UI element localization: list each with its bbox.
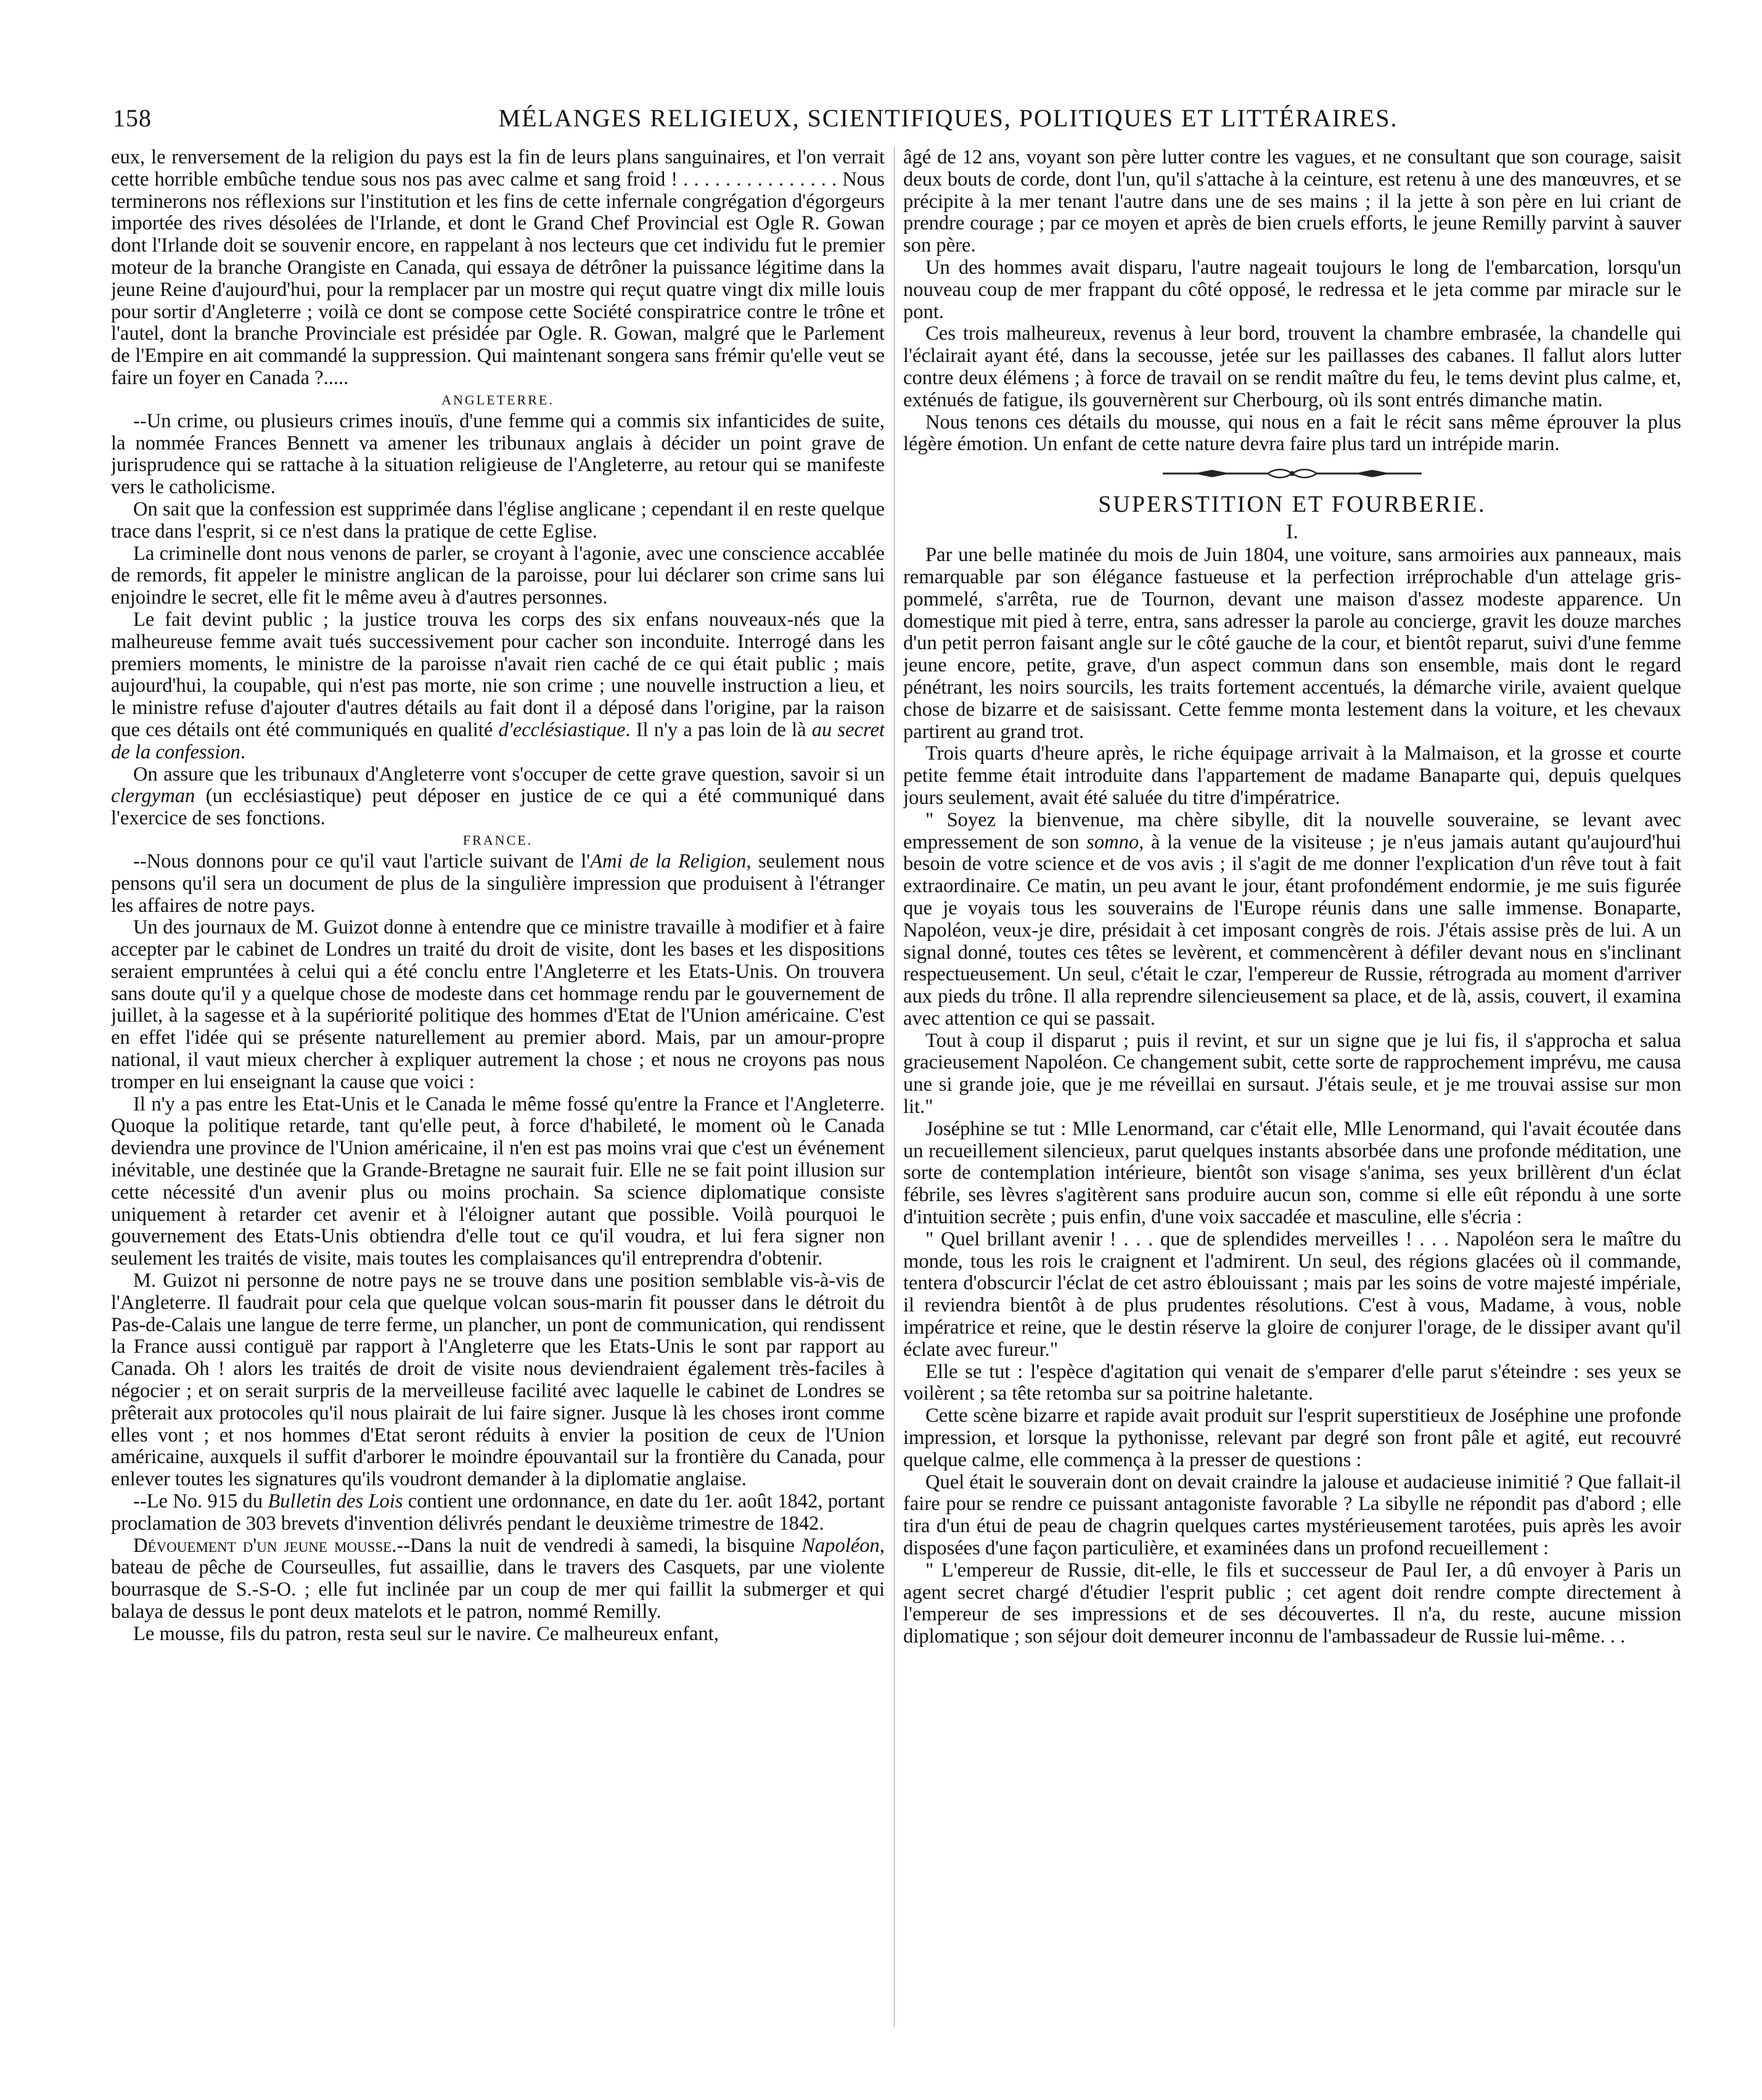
article-paragraph: La criminelle dont nous venons de parler, se croyant à l'agonie, avec une conscience accablée de remords, fit appeler le ministre anglican de la paroisse, pour lui déclarer son crime sans lui enjoindre le secret, elle fit le même aveu à d'autres personnes. xyxy=(111,542,885,609)
run-in-heading: Dévouement d'un jeune mousse. xyxy=(133,1534,397,1557)
article-paragraph: eux, le renversement de la religion du pays est la fin de leurs plans sanguinaires, et l'on verrait cette horrible embûche tendue sous nos pas avec calme et sang froid ! . . . . . . . . . . . . . . . Nous terminerons nos réflexions sur l'institution et les fins de cette infernale congrégation d'égorgeurs importée des rives désolées de l'Irlande, et dont le Grand Chef Provincial est Ogle R. Gowan dont l'Irlande doit se souvenir encore, en rappelant à nos lecteurs que cet individu fut le premier moteur de la branche Orangiste en Canada, qui essaya de détrôner la puissance légitime dans la jeune Reine d'aujourd'hui, pour la remplacer par un mostre qui reçut quatre vingt dix mille louis pour sortir d'Angleterre ; voilà ce dont se compose cette Société conspiratrice contre le trône et l'autel, dont la branche Provinciale est présidée par Ogle. R. Gowan, malgré que le Parlement de l'Empire en ait commandé la suppression. Qui maintenant songera sans frémir qu'elle veut se faire un foyer en Canada ?..... xyxy=(111,147,885,389)
article-paragraph xyxy=(111,764,885,830)
italic-ship-name: Napoléon xyxy=(801,1534,880,1557)
column-divider xyxy=(894,147,895,2027)
italic-title: Ami de la Religion xyxy=(590,850,747,872)
article-paragraph: Quel était le souverain dont on devait craindre la jalouse et audacieuse inimitié ? Que fallait-il faire pour se rendre ce puissant antagoniste favorable ? La sibylle ne répondit pas d'abord ; elle tira d'un étui de peau de chagrin quelques cartes mystérieusement tarotées, puis après les avoir disposées d'une façon particulière, et examinées dans un profond recueillement : xyxy=(903,1470,1681,1560)
italic-title: Bulletin des Lois xyxy=(268,1490,403,1513)
article-paragraph xyxy=(111,1491,885,1535)
page-number: 158 xyxy=(113,104,152,132)
article-paragraph: --Un crime, ou plusieurs crimes inouïs, d'une femme qui a commis six infanticides de suite, la nommée Frances Bennett va amener les tribunaux anglais à décider un point grave de jurisprudence qui se rattache à la situation religieuse de l'Angleterre, au retour qui se manifeste vers le catholicisme. xyxy=(111,409,885,499)
article-paragraph: Trois quarts d'heure après, le riche équipage arrivait à la Malmaison, et la grosse et courte petite femme était introduite dans l'appartement de madame Banaparte qui, depuis quelques jours seulement, avait été saluée du titre d'impératrice. xyxy=(903,742,1681,809)
paragraph-text: --Nous donnons pour ce qu'il vaut l'article suivant de l' xyxy=(133,850,591,872)
paragraph-text: . xyxy=(240,740,246,763)
article-paragraph: Le mousse, fils du patron, resta seul sur le navire. Ce malheureux enfant, xyxy=(133,1622,719,1645)
article-paragraph: Par une belle matinée du mois de Juin 1804, une voiture, sans armoiries aux panneaux, mais remarquable par son élégance fastueuse et la perfection irréprochable d'un attelage gris-pommelé, s'arrêta, rue de Tournon, devant une maison d'assez modeste apparence. Un domestique mit pied à terre, entra, sans adresser la parole au concierge, gravit les douze marches d'un petit perron faisant angle sur le côté gauche de la cour, et bientôt reparut, suivi d'une femme jeune encore, petite, grave, d'un aspect commun dans son ensemble, mais dont le regard pénétrant, les noirs sourcils, les traits fortement accentués, la démarche virile, avaient quelque chose de bizarre et de saisissant. Cette femme monta lestement dans la voiture, et les chevaux partirent au grand trot. xyxy=(903,544,1681,743)
article-paragraph: Un des hommes avait disparu, l'autre nageait toujours le long de l'embarcation, lorsqu'un nouveau coup de mer frappant du côté opposé, le redressa et le jeta comme par miracle sur le pont. xyxy=(903,256,1681,323)
article-paragraph xyxy=(111,851,885,917)
article-paragraph: Il n'y a pas entre les Etat-Unis et le Canada le même fossé qu'entre la France et l'Angleterre. Quoque la politique retarde, tant qu'elle peut, à force d'habileté, le moment où le Canada deviendra une province de l'Union américaine, il n'en est pas moins vrai que c'est un événement inévitable, une destinée que la Grande-Bretagne ne saurait fuir. Elle ne se fait point illusion sur cette nécessité d'un avenir plus ou moins prochain. Sa science diplomatique consiste uniquement à retarder cet avenir et à l'éloigner autant que possible. Voilà pourquoi le gouvernement des Etats-Unis obtiendra d'elle tout ce qu'il voudra, et lui fera signer non seulement les traités de visite, mais toutes les complaisances qu'il entreprendra d'obtenir. xyxy=(111,1093,885,1270)
article-paragraph: Ces trois malheureux, revenus à leur bord, trouvent la chambre embrasée, la chandelle qui l'éclairait ayant été, dans la secousse, jetée sur les paillasses des cabanes. Il fallut alors lutter contre deux élémens ; à force de travail on se rendit maître du feu, le tems devint plus calme, et, exténués de fatigue, ils gouvernèrent sur Cherbourg, où ils sont entrés dimanche matin. xyxy=(903,322,1681,411)
paragraph-text: , bateau de pêche de Courseulles, fut assaillie, dans le travers des Casquets, par une violente bourrasque de S.-S-O. ; elle fut inclinée par un coup de mer qui faillit la submerger et qui balaya de dessus le pont deux matelots et le patron, nommé Remilly. xyxy=(111,1534,885,1623)
italic-word: somno xyxy=(1086,831,1139,853)
article-paragraph: M. Guizot ni personne de notre pays ne se trouve dans une position semblable vis-à-vis de l'Angleterre. Il faudrait pour cela que quelque volcan sous-marin fit pousser dans le détroit du Pas-de-Calais une langue de terre ferme, un plancher, un pont de communication, qui rendissent la France aussi contiguë par rapport à l'Angleterre que les Etats-Unis le sont par rapport au Canada. Oh ! alors les traités de droit de visite nous deviendraient également très-faciles à négocier ; et on serait surpris de la merveilleuse facilité avec laquelle le cabinet de Londres se prêterait aux protocoles qu'il nous plairait de lui faire signer. Jusque là les choses iront comme elles vont ; et nos hommes d'Etat seront réduits à envier la position de ceux de l'Union américaine, auxquels il suffit d'arborer le moindre épouvantail sur la frontière du Canada, pour enlever toutes les signatures qu'ils voudront demander à la diplomatie anglaise. xyxy=(111,1269,885,1491)
article-paragraph: " L'empereur de Russie, dit-elle, le fils et successeur de Paul Ier, a dû envoyer à Paris un agent secret chargé d'étudier l'esprit public ; cet agent doit rendre compte directement à l'empereur de ses impressions et de ses découvertes. Il n'a, du reste, aucune mission diplomatique ; son séjour doit demeurer inconnu de l'ambassadeur de Russie lui-même. . . xyxy=(903,1559,1681,1648)
paragraph-text: --Le No. 915 du xyxy=(133,1490,268,1513)
paragraph-text: --Dans la nuit de vendredi à samedi, la bisquine xyxy=(396,1534,802,1557)
italic-phrase: d'ecclésiastique xyxy=(498,718,626,741)
paragraph-text: " Soyez la bienvenue, ma chère sibylle, dit la nouvelle souveraine, se levant avec empressement de son xyxy=(903,808,1681,853)
article-paragraph: Elle se tut : l'espèce d'agitation qui venait de s'emparer d'elle parut s'éteindre : ses yeux se voilèrent ; sa tête retomba sur sa poitrine haletante. xyxy=(903,1360,1681,1405)
paragraph-text: contient une ordonnance, en date du 1er. août 1842, portant proclamation de 303 brevets d'invention délivrés pendant le deuxième trimestre de 1842. xyxy=(111,1490,885,1535)
article-paragraph: Cette scène bizarre et rapide avait produit sur l'esprit superstitieux de Joséphine une profonde impression, et lorsque la pythonisse, relevant par degré son front pâle et agité, eut recouvré quelque calme, elle commença à la presser de questions : xyxy=(903,1405,1681,1471)
article-paragraph: Un des journaux de M. Guizot donne à entendre que ce ministre travaille à modifier et à faire accepter par le cabinet de Londres un traité du droit de visite, dont les bases et les dispositions seraient empruntées à celui qui a été conclu entre l'Angleterre et les Etats-Unis. On trouvera sans doute qu'il y a quelque chose de modeste dans cet hommage rendu par le gouvernement de juillet, à la sagesse et à la supériorité politique des hommes d'Etat de l'Union américaine. C'est en effet l'idée qui se présente naturellement au premier abord. Mais, par un amour-propre national, il vaut mieux chercher à expliquer autrement la chose ; et nous ne croyons pas nous tromper en lui enseignant la cause que voici : xyxy=(111,916,885,1093)
right-column xyxy=(903,147,1681,2077)
chapter-number: I. xyxy=(1286,520,1298,544)
article-paragraph xyxy=(903,810,1681,1030)
article-paragraph xyxy=(111,609,885,764)
left-column xyxy=(111,147,885,2077)
italic-phrase: au secret de la confession xyxy=(111,718,885,763)
article-paragraph: Tout à coup il disparut ; puis il revint, et sur un signe que je lui fis, il s'approcha et salua gracieusement Napoléon. Ce changement subit, cette sorte de rapprochement imprévu, me causa une si grande joie, que je me réveillai en sursaut. J'étais seule, et je me trouvai assise sur mon lit." xyxy=(903,1029,1681,1118)
paragraph-text: . Il n'y a pas loin de là xyxy=(625,718,812,741)
running-title: MÉLANGES RELIGIEUX, SCIENTIFIQUES, POLITIQUES ET LITTÉRAIRES. xyxy=(498,104,1398,132)
paragraph-text: (un ecclésiastique) peut déposer en justice de ce qui a été communiqué dans l'exercice de ses fonctions. xyxy=(111,785,885,830)
page-header xyxy=(113,104,1685,143)
paragraph-text: , à la venue de la visiteuse ; je n'eus jamais autant qu'aujourd'hui besoin de votre science et de vos avis ; il s'agit de me donner l'explication d'un rêve tout à fait extraordinaire. Ce matin, un peu avant le jour, étant profondément endormie, je me suis figurée que je voyais tous les souverains de l'Europe réunis dans une salle immense. Bonaparte, Napoléon, veux-je dire, présidait à cet imposant congrès de rois. J'étais assise près de lui. A un signal donné, toutes ces têtes se levèrent, et commencèrent à défiler devant nous en s'inclinant respectueusement. Un seul, c'était le czar, l'empereur de Russie, rétrograda au moment d'arriver aux pieds du trône. Il alla reprendre silencieusement sa place, et de là, assis, couvert, il examina avec attention ce qui se passait. xyxy=(903,831,1681,1030)
paragraph-text: Le fait devint public ; la justice trouva les corps des six enfans nouveaux-nés que la malheureuse femme avait tués successivement pour cacher son inconduite. Interrogé dans les premiers moments, le ministre de la paroisse n'avait rien caché de ce qui était public ; mais aujourd'hui, la coupable, qui n'est pas morte, nie son crime ; une nouvelle instruction a lieu, et le ministre refuse d'ajouter d'autres détails au fait dont il a déposé dans l'origine, par la raison que ces détails ont été communiqués en qualité xyxy=(111,608,885,741)
article-paragraph xyxy=(111,1535,885,1623)
article-heading: SUPERSTITION ET FOURBERIE. xyxy=(1098,491,1486,518)
article-paragraph: Nous tenons ces détails du mousse, qui nous en a fait le récit sans même éprouver la plus légère émotion. Un enfant de cette nature devra faire plus tard un intrépide marin. xyxy=(903,411,1681,456)
italic-phrase: clergyman xyxy=(111,785,195,808)
section-heading-france: FRANCE. xyxy=(462,832,533,848)
paragraph-text: , seulement nous pensons qu'il sera un document de plus de la singulière impression que produisent à l'étranger les affaires de notre pays. xyxy=(111,850,885,917)
section-heading-angleterre: ANGLETERRE. xyxy=(441,392,554,408)
article-paragraph: " Quel brillant avenir ! . . . que de splendides merveilles ! . . . Napoléon sera le maître du monde, tous les rois le craignent et l'admirent. Un seul, des régions glacées où il commande, tentera d'obscurcir l'éclat de cet astro éblouissant ; mais par les soins de votre majesté impériale, il reviendra bientôt à de plus prudentes résolutions. C'est à vous, Madame, à vous, noble impératrice et reine, que le destin réserve la gloire de conjurer l'orage, de le dissiper avant qu'il éclate avec fureur." xyxy=(903,1228,1681,1361)
ornament-divider-icon xyxy=(1157,464,1428,483)
article-paragraph: On sait que la confession est supprimée dans l'église anglicane ; cependant il en reste quelque trace dans l'esprit, si ce n'est dans la pratique de cette Eglise. xyxy=(111,498,885,543)
paragraph-text: On assure que les tribunaux d'Angleterre vont s'occuper de cette grave question, savoir si un xyxy=(133,763,885,785)
article-paragraph: Joséphine se tut : Mlle Lenormand, car c'était elle, Mlle Lenormand, qui l'avait écoutée dans un recueillement silencieux, parut quelques instants absorbée dans une profonde méditation, une sorte de contemplation intérieure, bientôt son visage s'anima, ses yeux brillèrent d'un éclat fébrile, ses lèvres s'agitèrent sans produire aucun son, comme si elle eût répondu à une sorte d'intuition secrète ; puis enfin, d'une voix saccadée et masculine, elle s'écria : xyxy=(903,1117,1681,1229)
article-paragraph: âgé de 12 ans, voyant son père lutter contre les vagues, et ne consultant que son courage, saisit deux bouts de corde, dont l'un, qu'il s'attache à la ceinture, est retenu à une des manœuvres, et se précipite à la mer tenant l'autre dans une de ses mains ; il la jette à son père en lui criant de prendre courage ; par ce moyen et après de bien cruels efforts, le jeune Remilly parvint à sauver son père. xyxy=(903,147,1681,257)
